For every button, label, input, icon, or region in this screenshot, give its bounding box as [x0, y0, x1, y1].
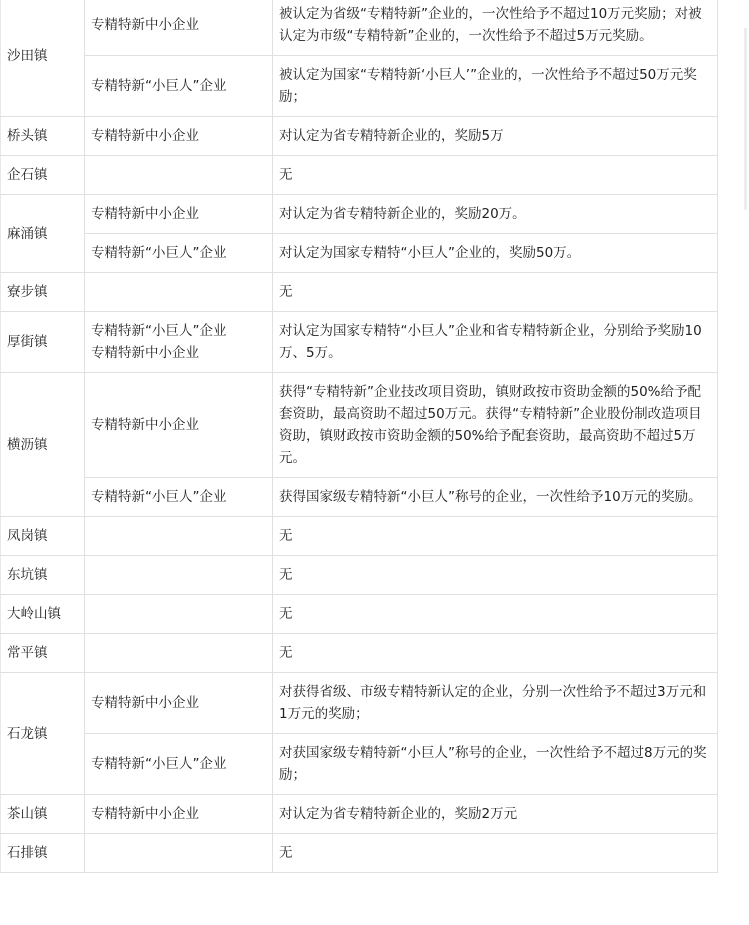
enterprise-type-label: 专精特新“小巨人”企业 — [91, 323, 227, 339]
enterprise-type-cell — [85, 834, 273, 873]
policy-description-cell: 被认定为省级“专精特新”企业的，一次性给予不超过10万元奖励；对被认定为市级“专精特新”企业的，一次性给予不超过5万元奖励。 — [273, 0, 718, 56]
enterprise-type-cell — [85, 373, 273, 478]
enterprise-type-cell — [85, 556, 273, 595]
table-row — [1, 834, 718, 873]
enterprise-type-cell — [85, 673, 273, 734]
table-row — [1, 595, 718, 634]
town-name-cell: 麻涌镇 — [1, 195, 85, 273]
table-row — [1, 156, 718, 195]
enterprise-type-label: 专精特新“小巨人”企业 — [91, 489, 227, 505]
enterprise-type-cell — [85, 273, 273, 312]
policy-description-cell: 对认定为省专精特新企业的，奖励2万元 — [273, 795, 718, 834]
policy-description-cell: 获得国家级专精特新“小巨人”称号的企业，一次性给予10万元的奖励。 — [273, 478, 718, 517]
enterprise-type-cell — [85, 595, 273, 634]
table-row — [1, 0, 718, 56]
enterprise-type-label: 专精特新中小企业 — [91, 417, 199, 433]
enterprise-type-cell — [85, 478, 273, 517]
table-row — [1, 312, 718, 373]
table-row — [1, 478, 718, 517]
table-row — [1, 273, 718, 312]
policy-description-cell: 无 — [273, 634, 718, 673]
table-row — [1, 195, 718, 234]
enterprise-type-label: 专精特新中小企业 — [91, 345, 199, 361]
policy-description-cell: 无 — [273, 834, 718, 873]
enterprise-type-cell — [85, 734, 273, 795]
enterprise-type-cell — [85, 195, 273, 234]
enterprise-type-cell — [85, 517, 273, 556]
policy-description-cell: 对认定为省专精特新企业的，奖励5万 — [273, 117, 718, 156]
table-row — [1, 517, 718, 556]
town-name-cell: 石排镇 — [1, 834, 85, 873]
town-name-cell: 东坑镇 — [1, 556, 85, 595]
enterprise-type-cell — [85, 234, 273, 273]
town-name-cell: 凤岗镇 — [1, 517, 85, 556]
table-row — [1, 673, 718, 734]
enterprise-type-cell — [85, 634, 273, 673]
table-row — [1, 56, 718, 117]
policy-description-cell: 对认定为省专精特新企业的，奖励20万。 — [273, 195, 718, 234]
policy-description-cell: 无 — [273, 595, 718, 634]
table-row — [1, 234, 718, 273]
policy-description-cell: 无 — [273, 556, 718, 595]
policy-description-cell: 无 — [273, 273, 718, 312]
scrollbar[interactable] — [744, 28, 747, 210]
policy-description-cell: 被认定为国家“专精特新‘小巨人’”企业的，一次性给予不超过50万元奖励； — [273, 56, 718, 117]
town-name-cell: 企石镇 — [1, 156, 85, 195]
enterprise-type-cell — [85, 156, 273, 195]
enterprise-type-cell — [85, 795, 273, 834]
town-name-cell: 桥头镇 — [1, 117, 85, 156]
table-row — [1, 117, 718, 156]
town-name-cell: 厚街镇 — [1, 312, 85, 373]
table-row — [1, 634, 718, 673]
enterprise-type-label: 专精特新中小企业 — [91, 806, 199, 822]
enterprise-type-label: 专精特新中小企业 — [91, 695, 199, 711]
policy-description-cell: 对认定为国家专精特“小巨人”企业的，奖励50万。 — [273, 234, 718, 273]
policy-description-cell: 无 — [273, 517, 718, 556]
enterprise-type-label: 专精特新中小企业 — [91, 206, 199, 222]
enterprise-type-cell — [85, 0, 273, 56]
policy-description-cell: 对获国家级专精特新“小巨人”称号的企业，一次性给予不超过8万元的奖励； — [273, 734, 718, 795]
policy-description-cell: 无 — [273, 156, 718, 195]
enterprise-type-label: 专精特新“小巨人”企业 — [91, 245, 227, 261]
town-name-cell: 沙田镇 — [1, 0, 85, 117]
town-name-cell: 横沥镇 — [1, 373, 85, 517]
enterprise-type-label: 专精特新“小巨人”企业 — [91, 78, 227, 94]
enterprise-type-label: 专精特新中小企业 — [91, 17, 199, 33]
enterprise-type-label: 专精特新“小巨人”企业 — [91, 756, 227, 772]
enterprise-type-cell — [85, 117, 273, 156]
table-row — [1, 734, 718, 795]
enterprise-type-cell — [85, 312, 273, 373]
town-name-cell: 石龙镇 — [1, 673, 85, 795]
table-row — [1, 373, 718, 478]
town-name-cell: 常平镇 — [1, 634, 85, 673]
table-row — [1, 556, 718, 595]
town-name-cell: 茶山镇 — [1, 795, 85, 834]
town-name-cell: 寮步镇 — [1, 273, 85, 312]
policy-description-cell: 对获得省级、市级专精特新认定的企业，分别一次性给予不超过3万元和1万元的奖励； — [273, 673, 718, 734]
enterprise-type-cell — [85, 56, 273, 117]
policy-description-cell: 获得“专精特新”企业技改项目资助，镇财政按市资助金额的50%给予配套资助，最高资助不超过50万元。获得“专精特新”企业股份制改造项目资助，镇财政按市资助金额的50%给予配套资助，最高资助不超过5万元。 — [273, 373, 718, 478]
enterprise-type-label: 专精特新中小企业 — [91, 128, 199, 144]
town-name-cell: 大岭山镇 — [1, 595, 85, 634]
policy-table-body — [1, 0, 718, 873]
policy-description-cell: 对认定为国家专精特“小巨人”企业和省专精特新企业，分别给予奖励10万、5万。 — [273, 312, 718, 373]
table-row — [1, 795, 718, 834]
